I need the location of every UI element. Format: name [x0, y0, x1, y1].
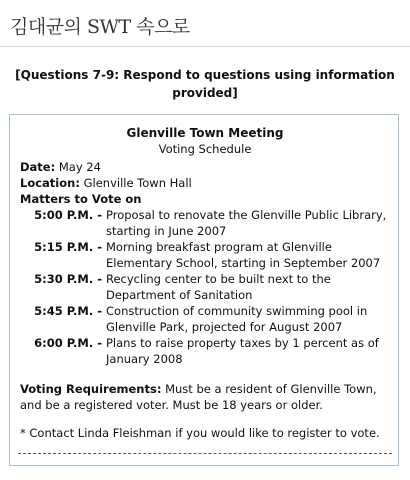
agenda-item	[20, 239, 390, 271]
agenda-text: Proposal to renovate the Glenville Public Library, starting in June 2007	[106, 208, 387, 238]
agenda-text: Morning breakfast program at Glenville Elementary School, starting in September 2007	[106, 240, 381, 270]
date-row	[20, 159, 390, 175]
agenda-item	[20, 303, 390, 335]
matters-heading: Matters to Vote on	[20, 192, 142, 206]
agenda-time: 5:15 P.M. -	[34, 240, 102, 254]
contact-note: * Contact Linda Fleishman if you would like to register to vote.	[20, 426, 380, 440]
notice-content	[20, 125, 390, 441]
location-row	[20, 175, 390, 191]
notice-title: Glenville Town Meeting	[126, 126, 284, 140]
agenda-item	[20, 271, 390, 303]
agenda-text: Recycling center to be built next to the Department of Sanitation	[106, 272, 331, 302]
agenda-time: 5:00 P.M. -	[34, 208, 102, 222]
location-value: Glenville Town Hall	[83, 176, 192, 190]
location-label: Location:	[20, 176, 80, 190]
question-instructions: [Questions 7-9: Respond to questions using information provided]	[15, 68, 395, 100]
agenda-time: 6:00 P.M. -	[34, 336, 102, 350]
agenda-item	[20, 335, 390, 367]
voting-requirements	[20, 381, 390, 413]
dashed-divider	[18, 453, 392, 454]
notice-subtitle: Voting Schedule	[158, 142, 252, 156]
agenda-time: 5:30 P.M. -	[34, 272, 102, 286]
page-title: 김대균의 SWT 속으로	[10, 16, 190, 38]
agenda-text: Plans to raise property taxes by 1 percent as of January 2008	[106, 336, 379, 366]
agenda-time: 5:45 P.M. -	[34, 304, 102, 318]
page-header	[0, 0, 410, 47]
date-label: Date:	[20, 160, 56, 174]
date-value: May 24	[58, 160, 101, 174]
agenda-text: Construction of community swimming pool in Glenville Park, projected for August 2007	[106, 304, 368, 334]
agenda-item	[20, 207, 390, 239]
requirements-text: Must be a resident of Glenville Town, and be a registered voter. Must be 18 years or older.	[20, 382, 377, 412]
requirements-label: Voting Requirements:	[20, 382, 162, 396]
notice-card	[9, 114, 399, 466]
